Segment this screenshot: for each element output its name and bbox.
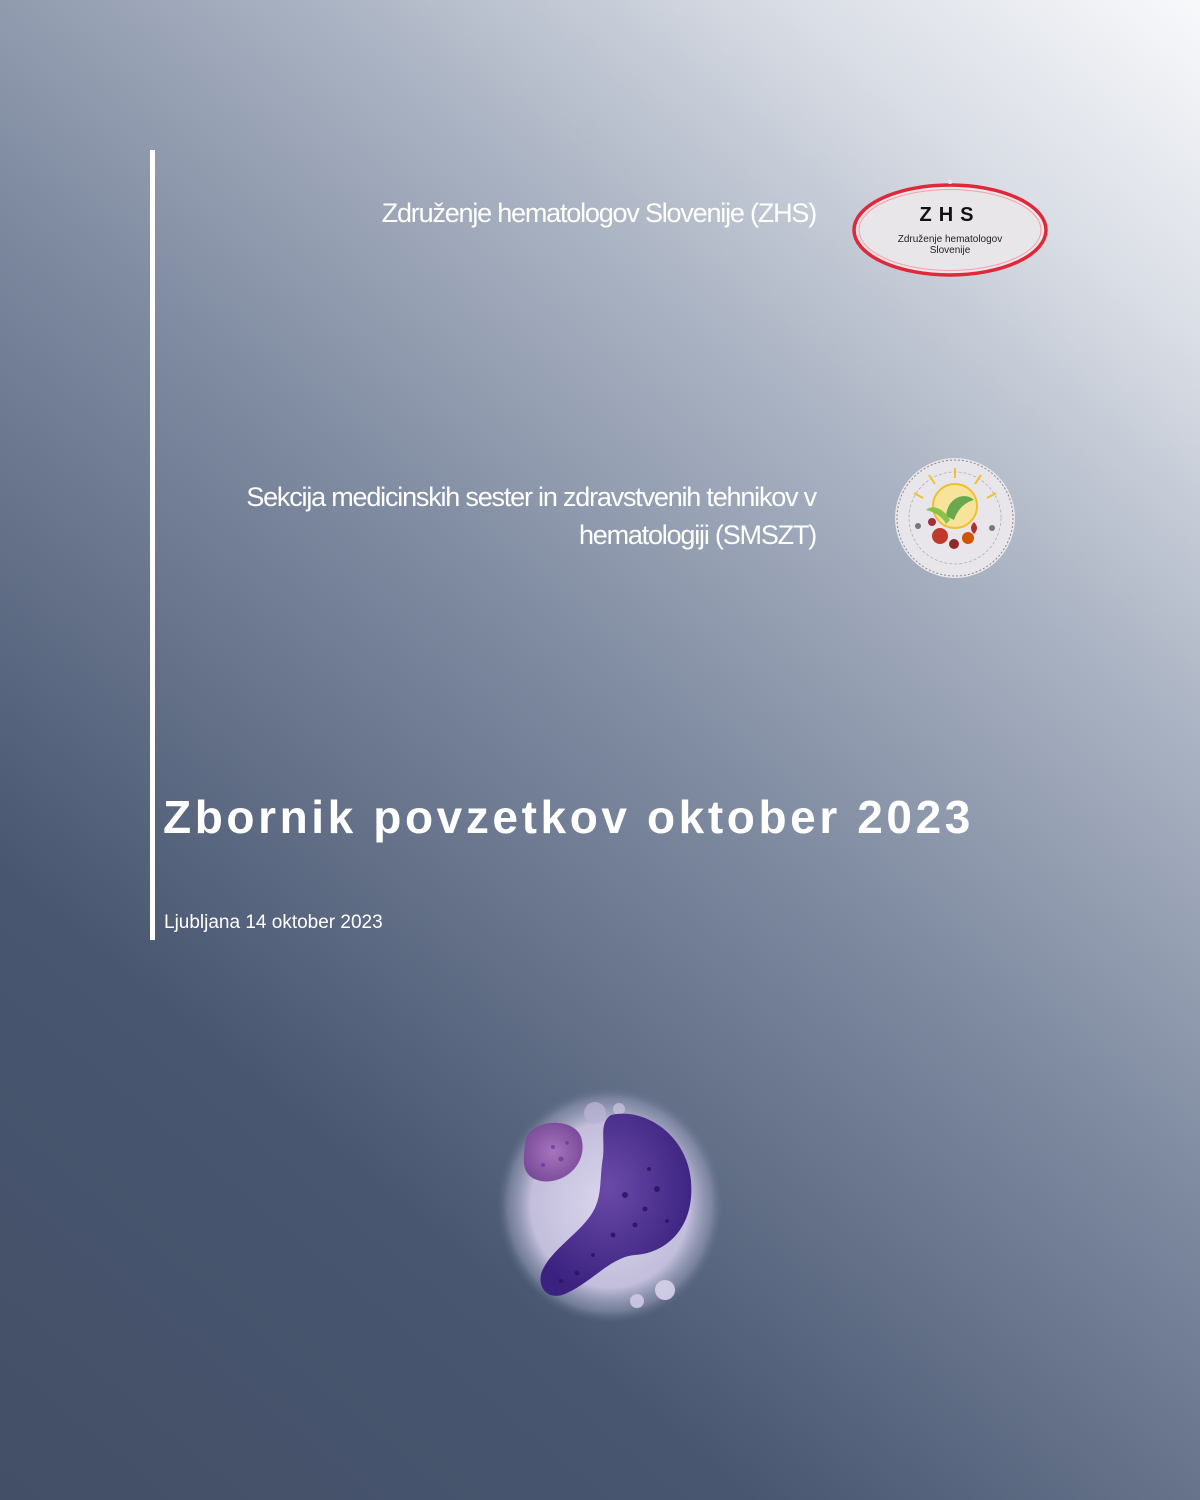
blood-cell-micrograph: [495, 1085, 725, 1325]
organization-smszt-line-2: hematologiji (SMSZT): [578, 520, 816, 550]
document-title: Zbornik povzetkov oktober 2023: [163, 791, 974, 843]
organization-smszt-name: [176, 478, 816, 554]
organization-zhs-name: Združenje hematologov Slovenije (ZHS): [381, 198, 816, 228]
organization-smszt-line-1: Sekcija medicinskih sester in zdravstvenih tehnikov v: [246, 482, 816, 512]
smszt-logo-icon: [888, 456, 1023, 581]
zhs-logo-line-2: Slovenije: [929, 245, 971, 256]
zhs-logo-icon: [850, 180, 1050, 280]
document-subtitle: Ljubljana 14 oktober 2023: [164, 912, 383, 933]
vertical-accent-rule: [150, 150, 155, 940]
zhs-logo-line-1: Združenje hematologov: [897, 234, 1003, 245]
zhs-logo-abbreviation: ZHS: [919, 204, 981, 226]
